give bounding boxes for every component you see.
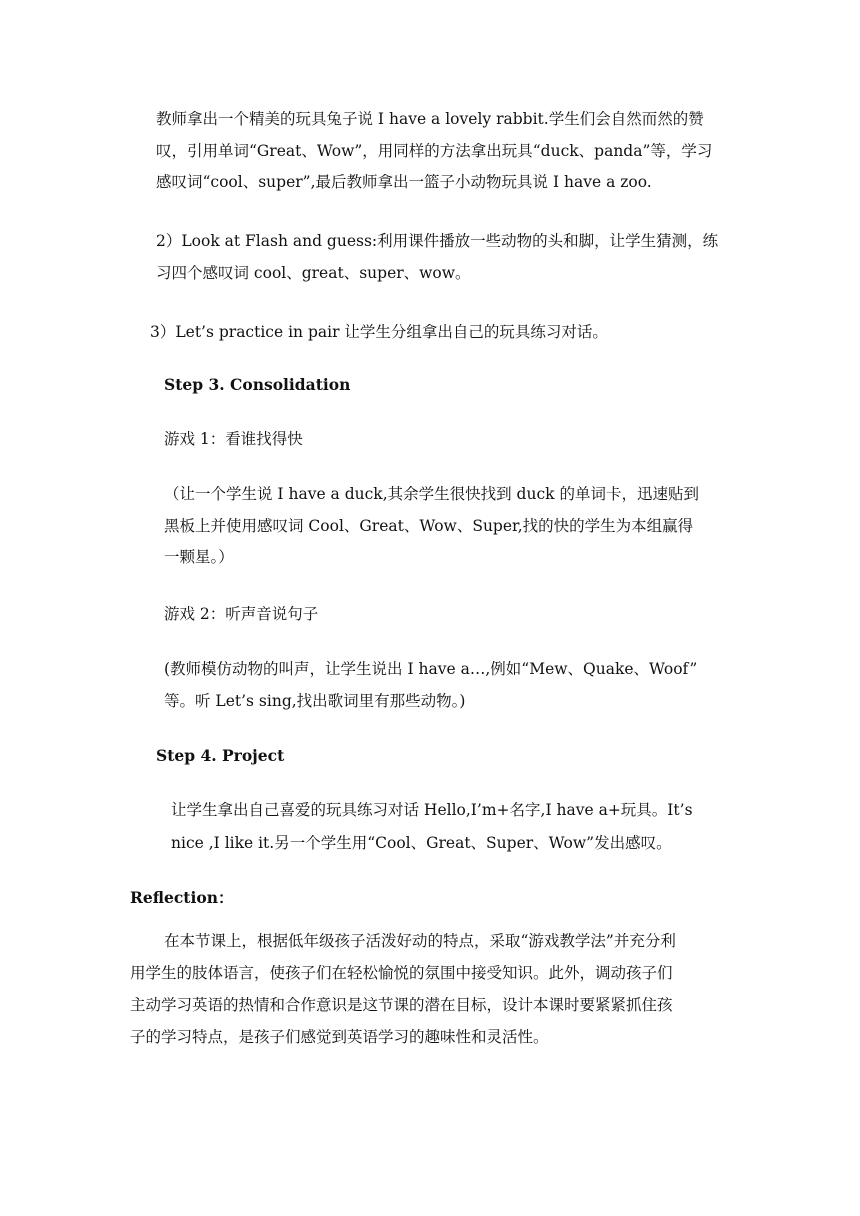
game-2-line-2: 等。听 Let’s sing,找出歌词里有那些动物。) (164, 692, 466, 710)
game-1-line-1: （让一个学生说 I have a duck,其余学生很快找到 duck 的单词卡，迅速贴到 (164, 485, 699, 503)
reflection-line-4: 子的学习特点，是孩子们感觉到英语学习的趣味性和灵活性。 (130, 1028, 549, 1046)
reflection-line-3: 主动学习英语的热情和合作意识是这节课的潜在目标，设计本课时要紧紧抓住孩 (130, 996, 673, 1014)
intro-line-3: 感叹词“cool、super”,最后教师拿出一篮子小动物玩具说 I have a zoo. (156, 173, 652, 191)
game-1-line-3: 一颗星。） (164, 548, 234, 566)
step-3-heading: Step 3. Consolidation (164, 375, 351, 394)
item-2-line-2: 习四个感叹词 cool、great、super、wow。 (156, 264, 471, 282)
game-2-title: 游戏 2：听声音说句子 (164, 605, 319, 623)
reflection-line-2: 用学生的肢体语言，使孩子们在轻松愉悦的氛围中接受知识。此外，调动孩子们 (130, 964, 673, 982)
intro-line-1: 教师拿出一个精美的玩具兔子说 I have a lovely rabbit.学生们会自然而然的赞 (156, 110, 704, 128)
item-2-line-1: 2）Look at Flash and guess:利用课件播放一些动物的头和脚，让学生猜测，练 (156, 232, 719, 250)
game-1-line-2: 黑板上并使用感叹词 Cool、Great、Wow、Super,找的快的学生为本组赢得 (164, 517, 694, 535)
step-4-line-2: nice ,I like it.另一个学生用“Cool、Great、Super、Wow”发出感叹。 (171, 834, 672, 852)
reflection-heading: Reflection： (130, 888, 234, 907)
item-3-paragraph: 3）Let’s practice in pair 让学生分组拿出自己的玩具练习对话。 (150, 323, 608, 341)
game-1-title: 游戏 1：看谁找得快 (164, 430, 303, 448)
reflection-line-1: 在本节课上，根据低年级孩子活泼好动的特点，采取“游戏教学法”并充分利 (164, 932, 676, 950)
intro-line-2: 叹，引用单词“Great、Wow”，用同样的方法拿出玩具“duck、panda”等，学习 (156, 142, 713, 160)
step-4-heading: Step 4. Project (156, 746, 285, 765)
step-4-line-1: 让学生拿出自己喜爱的玩具练习对话 Hello,I’m+名字,I have a+玩具。It’s (171, 801, 693, 819)
game-2-line-1: (教师模仿动物的叫声，让学生说出 I have a…,例如“Mew、Quake、Woof” (164, 660, 698, 678)
